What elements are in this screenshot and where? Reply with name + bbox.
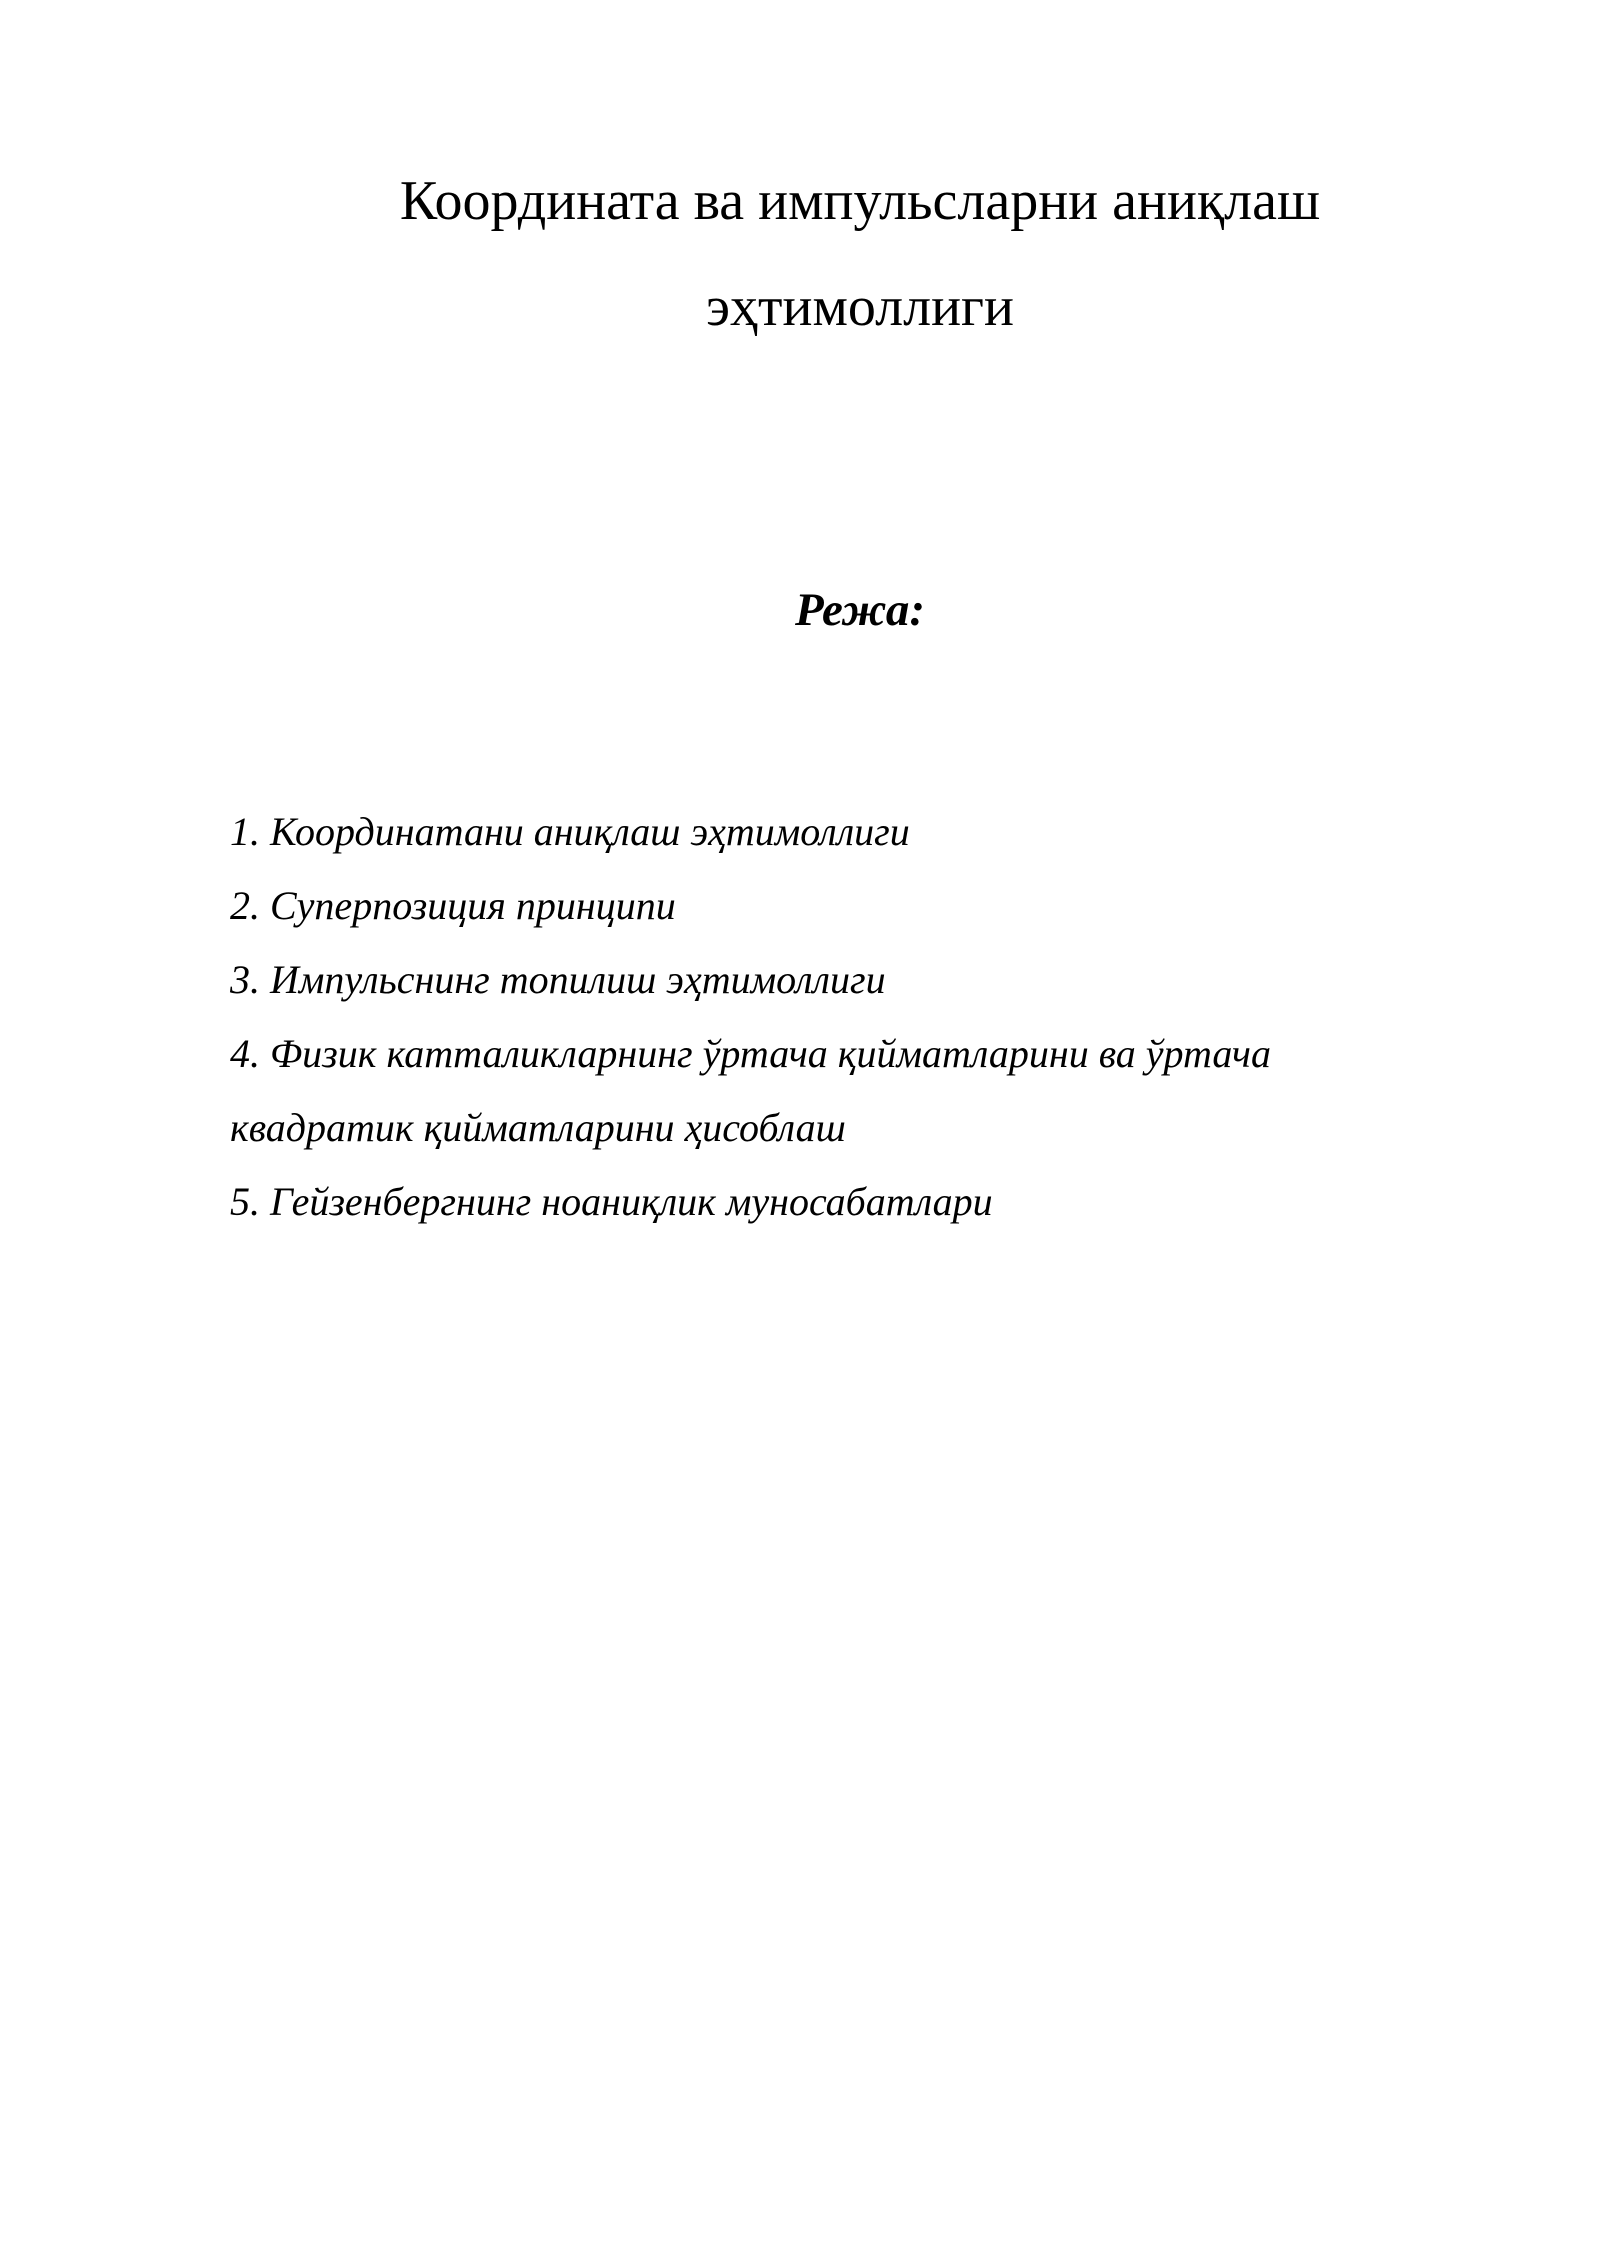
list-item-text: Физик катталикларнинг ўртача қийматларини ва ўртача (270, 1031, 1271, 1076)
list-item-text: Суперпозиция принципи (270, 883, 676, 928)
title-line-1: Координата ва импульсларни аниқлаш (399, 170, 1321, 232)
list-item (230, 869, 1410, 943)
list-item-number: 3. (230, 957, 260, 1002)
list-item-number: 5. (230, 1179, 260, 1224)
plan-heading: Режа: (795, 584, 925, 636)
list-item (230, 795, 1410, 869)
title-line-2: эҳтимоллиги (706, 276, 1014, 338)
list-item-text: Гейзенбергнинг ноаниқлик муносабатлари (270, 1179, 993, 1224)
list-item-number: 2. (230, 883, 260, 928)
plan-list (230, 795, 1410, 1239)
list-item-number: 1. (230, 809, 260, 854)
list-item-continuation (230, 1091, 1410, 1165)
document-title (230, 148, 1490, 360)
list-item (230, 943, 1410, 1017)
list-item-text: квадратик қийматларини ҳисоблаш (230, 1105, 846, 1150)
list-item (230, 1017, 1410, 1091)
list-item-text: Импульснинг топилиш эҳтимоллиги (270, 957, 886, 1002)
list-item-text: Координатани аниқлаш эҳтимоллиги (270, 809, 910, 854)
list-item-number: 4. (230, 1031, 260, 1076)
list-item (230, 1165, 1410, 1239)
